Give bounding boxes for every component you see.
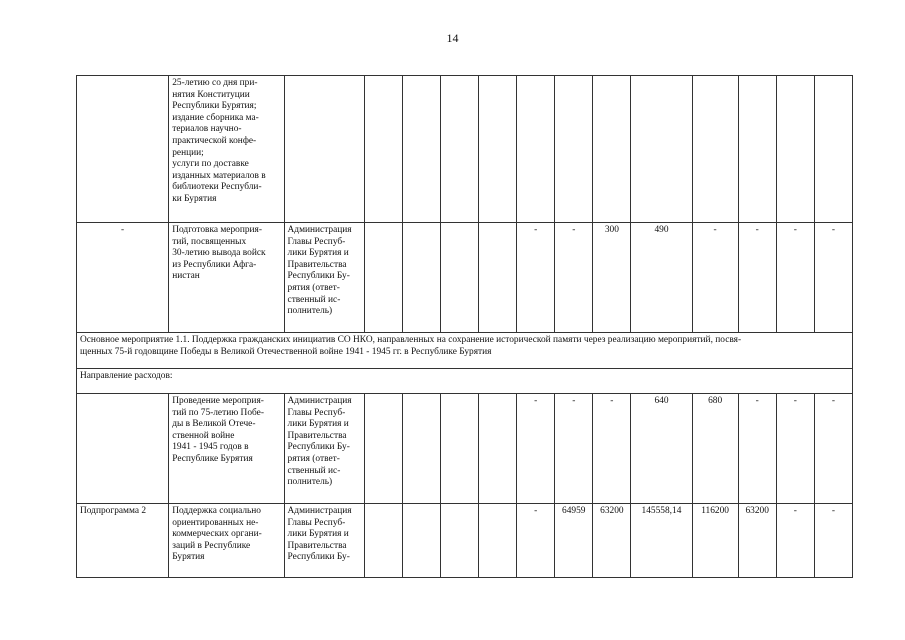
value-cell xyxy=(479,223,517,333)
value-cell xyxy=(479,394,517,504)
value-cell: 300 xyxy=(593,223,631,333)
value-cell: - xyxy=(555,223,593,333)
table-row xyxy=(77,504,853,578)
expense-direction-label: Направление расходов: xyxy=(77,369,853,394)
value-cell xyxy=(776,76,814,223)
table-row xyxy=(77,223,853,333)
value-cell: - xyxy=(738,394,776,504)
value-cell: - xyxy=(692,223,738,333)
value-cell: - xyxy=(517,394,555,504)
value-cell xyxy=(402,394,440,504)
activity-name-cell: 25-летию со дня при- нятия Конституции Республики Бурятия; издание сборника ма- териалов научно- практической конфе- ренции; услуги по доставке изданных материалов в библиотеки Республи- ки Бурятия xyxy=(169,76,284,223)
program-code-cell: Подпрограмма 2 xyxy=(77,504,169,578)
value-cell: - xyxy=(776,394,814,504)
page-number: 14 xyxy=(446,31,459,45)
budget-table xyxy=(76,75,853,578)
value-cell: - xyxy=(555,394,593,504)
value-cell: - xyxy=(776,504,814,578)
program-code-cell: - xyxy=(77,223,169,333)
executor-cell: Администрация Главы Респуб- лики Бурятия и Правительства Республики Бу- рятия (ответ- ственный ис- полнитель) xyxy=(284,223,364,333)
value-cell xyxy=(364,504,402,578)
value-cell xyxy=(738,76,776,223)
table-row xyxy=(77,394,853,504)
value-cell: 640 xyxy=(631,394,692,504)
value-cell: - xyxy=(814,394,852,504)
value-cell: - xyxy=(517,223,555,333)
value-cell: 63200 xyxy=(738,504,776,578)
value-cell xyxy=(517,76,555,223)
value-cell xyxy=(593,76,631,223)
value-cell xyxy=(631,76,692,223)
value-cell: 64959 xyxy=(555,504,593,578)
program-code-cell xyxy=(77,76,169,223)
value-cell xyxy=(692,76,738,223)
value-cell: 680 xyxy=(692,394,738,504)
value-cell: 63200 xyxy=(593,504,631,578)
executor-cell xyxy=(284,76,364,223)
value-cell xyxy=(440,76,478,223)
value-cell: - xyxy=(814,223,852,333)
value-cell xyxy=(364,223,402,333)
value-cell xyxy=(364,394,402,504)
value-cell xyxy=(402,223,440,333)
value-cell xyxy=(555,76,593,223)
program-code-cell xyxy=(77,394,169,504)
value-cell xyxy=(364,76,402,223)
value-cell: - xyxy=(738,223,776,333)
value-cell: - xyxy=(593,394,631,504)
table-row xyxy=(77,369,853,394)
value-cell xyxy=(440,223,478,333)
activity-name-cell: Подготовка мероприя- тий, посвященных 30-летию вывода войск из Республики Афга- нистан xyxy=(169,223,284,333)
value-cell: 116200 xyxy=(692,504,738,578)
value-cell xyxy=(479,76,517,223)
table-row xyxy=(77,76,853,223)
value-cell: - xyxy=(517,504,555,578)
value-cell: - xyxy=(776,223,814,333)
value-cell xyxy=(814,76,852,223)
main-activity-heading: Основное мероприятие 1.1. Поддержка гражданских инициатив СО НКО, направленных на сохранение исторической памяти через реализацию мероприятий, посвя- щенных 75-й годовщине Победы в Великой Отечественной войне 1941 - 1945 гг. в Республике Бурятия xyxy=(77,333,853,369)
activity-name-cell: Поддержка социально ориентированных не- коммерческих органи- заций в Республике Бурятия xyxy=(169,504,284,578)
value-cell: 490 xyxy=(631,223,692,333)
executor-cell: Администрация Главы Респуб- лики Бурятия и Правительства Республики Бу- рятия (ответ- ственный ис- полнитель) xyxy=(284,394,364,504)
value-cell xyxy=(440,394,478,504)
value-cell xyxy=(402,76,440,223)
value-cell xyxy=(479,504,517,578)
activity-name-cell: Проведение мероприя- тий по 75-летию Побе- ды в Великой Отече- ственной войне 1941 - 1945 годов в Республике Бурятия xyxy=(169,394,284,504)
value-cell xyxy=(402,504,440,578)
value-cell: - xyxy=(814,504,852,578)
executor-cell: Администрация Главы Респуб- лики Бурятия и Правительства Республики Бу- xyxy=(284,504,364,578)
table-row xyxy=(77,333,853,369)
value-cell: 145558,14 xyxy=(631,504,692,578)
value-cell xyxy=(440,504,478,578)
